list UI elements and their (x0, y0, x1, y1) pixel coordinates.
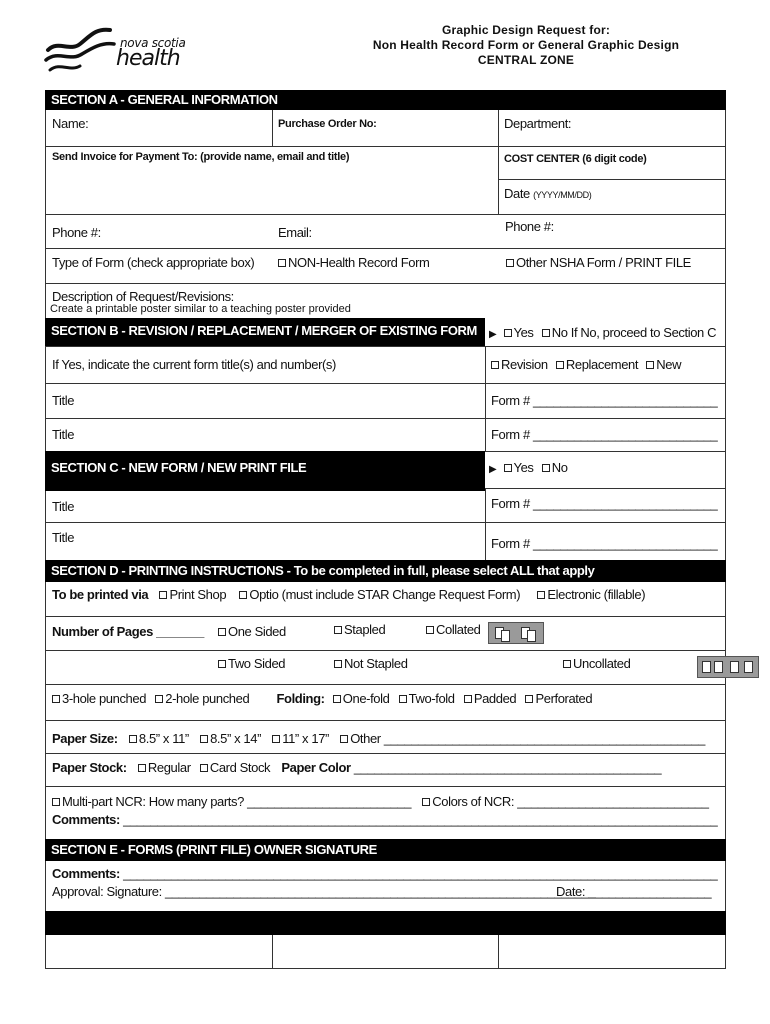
section-d-comments-row (52, 812, 717, 827)
stapled-text: Stapled (344, 622, 386, 637)
electronic-text: Electronic (fillable) (547, 587, 646, 602)
new-text: New (656, 357, 682, 372)
other-nsha-text: Other NSHA Form / PRINT FILE (516, 255, 691, 270)
optio-checkbox[interactable] (239, 591, 247, 599)
section-b-no-text: No If No, proceed to Section C (551, 325, 717, 340)
electronic-checkbox[interactable] (537, 591, 545, 599)
section-d-header (45, 560, 726, 582)
uncollated-text: Uncollated (573, 656, 631, 671)
not-stapled-text: Not Stapled (344, 656, 408, 671)
header-title-3: CENTRAL ZONE (477, 53, 575, 67)
non-health-checkbox[interactable] (278, 259, 286, 267)
logo-small-text: nova scotia (120, 36, 186, 50)
section-e-comments-label: Comments: (52, 866, 120, 881)
one-sided-option[interactable] (218, 624, 286, 639)
paper-size-label: Paper Size: (52, 731, 118, 746)
paper-stock-row (52, 760, 661, 775)
non-health-option[interactable] (278, 255, 429, 270)
two-hole-checkbox[interactable] (155, 695, 163, 703)
phone-label: Phone #: (52, 225, 101, 240)
section-e-comments-field[interactable]: _______________________________________________________________________________________ (123, 866, 718, 881)
num-pages-field[interactable]: Number of Pages _______ (52, 624, 204, 639)
colors-ncr-checkbox[interactable] (422, 798, 430, 806)
revision-checkbox[interactable] (491, 361, 499, 369)
colors-ncr-field[interactable]: Colors of NCR: ____________________________ (432, 794, 709, 809)
perforated-checkbox[interactable] (525, 695, 533, 703)
department-label: Department: (504, 116, 572, 131)
new-checkbox[interactable] (646, 361, 654, 369)
printed-via-row (52, 587, 645, 602)
print-shop-text: Print Shop (169, 587, 227, 602)
section-d-comments-field[interactable]: _______________________________________________________________________________________ (123, 812, 718, 827)
section-c-title1-label: Title (52, 499, 75, 514)
two-sided-text: Two Sided (228, 656, 286, 671)
other-nsha-checkbox[interactable] (506, 259, 514, 267)
section-c-title: SECTION C - NEW FORM / NEW PRINT FILE (51, 460, 307, 475)
section-d-comments-label: Comments: (52, 812, 120, 827)
collated-checkbox[interactable] (426, 626, 434, 634)
section-b-arrow-icon: ▶ (489, 329, 497, 340)
optio-text: Optio (must include STAR Change Request Form) (249, 587, 521, 602)
form-type-label: Type of Form (check appropriate box) (52, 255, 255, 270)
description-label: Description of Request/Revisions: (52, 289, 234, 304)
footer-bar (45, 911, 726, 935)
section-b-no-checkbox[interactable] (542, 329, 550, 337)
two-fold-text: Two-fold (408, 691, 455, 706)
header-title-1: Graphic Design Request for: (441, 23, 611, 37)
multipart-field[interactable]: Multi-part NCR: How many parts? ________________________ (62, 794, 412, 809)
section-b-yes-text: Yes (513, 325, 534, 340)
invoice-label: Send Invoice for Payment To: (provide name, email and title) (52, 151, 350, 163)
collated-option[interactable] (426, 622, 481, 637)
uncollated-checkbox[interactable] (563, 660, 571, 668)
section-c-no-text: No (551, 460, 568, 475)
approval-date-field[interactable]: Date: __________________ (556, 884, 712, 899)
non-health-text: NON-Health Record Form (288, 255, 430, 270)
paper-color-label: Paper Color (281, 760, 351, 775)
section-c-form2-field[interactable]: Form # ___________________________ (491, 536, 718, 551)
perforated-text: Perforated (535, 691, 593, 706)
section-e-comments-row (52, 866, 717, 881)
size-letter-checkbox[interactable] (129, 735, 137, 743)
size-other-field[interactable]: Other _______________________________________________ (350, 731, 705, 746)
card-stock-text: Card Stock (209, 760, 271, 775)
paper-size-row (52, 731, 705, 746)
size-legal-text: 8.5” x 14” (210, 731, 261, 746)
section-a-header (45, 90, 726, 110)
description-value[interactable]: Create a printable poster similar to a teaching poster provided (50, 303, 351, 315)
logo-big-text: health (116, 46, 180, 71)
replacement-checkbox[interactable] (556, 361, 564, 369)
section-b-title: SECTION B - REVISION / REPLACEMENT / MERGER OF EXISTING FORM (51, 323, 477, 338)
size-other-checkbox[interactable] (340, 735, 348, 743)
three-hole-text: 3-hole punched (62, 691, 147, 706)
section-c-yes-checkbox[interactable] (504, 464, 512, 472)
collated-pages-icon (488, 622, 544, 644)
section-a-title: SECTION A - GENERAL INFORMATION (51, 92, 278, 107)
other-nsha-option[interactable] (506, 255, 691, 270)
paper-stock-label: Paper Stock: (52, 760, 127, 775)
section-e-header (45, 839, 726, 861)
one-fold-checkbox[interactable] (333, 695, 341, 703)
padded-text: Padded (473, 691, 517, 706)
section-c-yesno (489, 460, 568, 475)
revision-options (491, 357, 681, 372)
date-format: (YYYY/MM/DD) (533, 190, 592, 200)
date-text: Date (504, 186, 530, 201)
section-b-title1-label: Title (52, 393, 75, 408)
card-stock-checkbox[interactable] (200, 764, 208, 772)
finishing-row (52, 691, 592, 706)
print-shop-checkbox[interactable] (159, 591, 167, 599)
section-b-form2-field[interactable]: Form # ___________________________ (491, 427, 718, 442)
uncollated-pages-icon (697, 656, 759, 678)
section-b-yesno (489, 325, 716, 340)
approval-signature-field[interactable]: Approval: Signature: _______________________________________________________________ (52, 884, 596, 899)
section-e-title: SECTION E - FORMS (PRINT FILE) OWNER SIGNATURE (51, 842, 377, 857)
two-sided-option[interactable] (218, 656, 285, 671)
printed-via-label: To be printed via (52, 587, 149, 602)
name-label: Name: (52, 116, 89, 131)
two-sided-checkbox[interactable] (218, 660, 226, 668)
wave-icon (44, 22, 124, 78)
email-label: Email: (278, 225, 312, 240)
section-b-header (45, 318, 485, 346)
multipart-checkbox[interactable] (52, 798, 60, 806)
po-label: Purchase Order No: (278, 118, 377, 130)
section-c-header (45, 451, 485, 491)
section-d-title: SECTION D - PRINTING INSTRUCTIONS - To be completed in full, please select ALL that apply (51, 563, 595, 578)
replacement-text: Replacement (565, 357, 639, 372)
phone2-label: Phone #: (505, 219, 554, 234)
size-letter-text: 8.5” x 11” (138, 731, 189, 746)
stapled-option[interactable] (334, 622, 385, 637)
one-sided-text: One Sided (228, 624, 286, 639)
one-fold-text: One-fold (342, 691, 390, 706)
size-tabloid-checkbox[interactable] (272, 735, 280, 743)
section-b-title2-label: Title (52, 427, 75, 442)
collated-text: Collated (436, 622, 481, 637)
size-tabloid-text: 11” x 17” (282, 731, 329, 746)
if-yes-label: If Yes, indicate the current form title(s) and number(s) (52, 357, 336, 372)
section-c-yes-text: Yes (513, 460, 534, 475)
one-sided-checkbox[interactable] (218, 628, 226, 636)
not-stapled-option[interactable] (334, 656, 408, 671)
section-c-title2-label: Title (52, 530, 75, 545)
ncr-row (52, 794, 709, 809)
logo (44, 22, 194, 78)
two-fold-checkbox[interactable] (399, 695, 407, 703)
section-c-arrow-icon: ▶ (489, 464, 497, 475)
not-stapled-checkbox[interactable] (334, 660, 342, 668)
folding-label: Folding: (276, 691, 325, 706)
section-b-yes-checkbox[interactable] (504, 329, 512, 337)
section-b-form1-field[interactable]: Form # ___________________________ (491, 393, 718, 408)
section-c-no-checkbox[interactable] (542, 464, 550, 472)
regular-checkbox[interactable] (138, 764, 146, 772)
padded-checkbox[interactable] (464, 695, 472, 703)
size-legal-checkbox[interactable] (200, 735, 208, 743)
three-hole-checkbox[interactable] (52, 695, 60, 703)
stapled-checkbox[interactable] (334, 626, 342, 634)
revision-text: Revision (501, 357, 548, 372)
date-label (504, 186, 591, 201)
uncollated-option[interactable] (563, 656, 630, 671)
regular-text: Regular (147, 760, 191, 775)
section-c-form1-field[interactable]: Form # ___________________________ (491, 496, 718, 511)
cost-center-label: COST CENTER (6 digit code) (504, 153, 647, 165)
header-title-2: Non Health Record Form or General Graphic Design (372, 38, 680, 52)
two-hole-text: 2-hole punched (165, 691, 250, 706)
paper-color-field[interactable]: _____________________________________________ (353, 760, 662, 775)
